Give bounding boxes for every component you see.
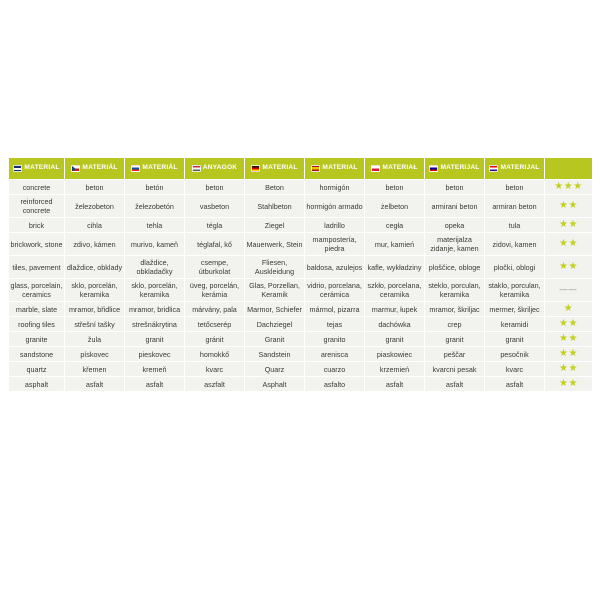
rating-cell bbox=[545, 377, 593, 392]
table-cell: Fliesen, Auskleidung bbox=[245, 256, 305, 279]
star-icon: ★ bbox=[559, 238, 569, 249]
flag-icon-es bbox=[311, 165, 320, 172]
flag-icon-hr bbox=[489, 165, 498, 172]
table-cell: mramor, bridlica bbox=[125, 302, 185, 317]
table-cell: quartz bbox=[9, 362, 65, 377]
table-cell: opeka bbox=[425, 218, 485, 233]
table-cell: aszfalt bbox=[185, 377, 245, 392]
table-cell: dlaždice, obkladačky bbox=[125, 256, 185, 279]
table-cell: asfalt bbox=[425, 377, 485, 392]
table-cell: kremeň bbox=[125, 362, 185, 377]
table-cell: ladrillo bbox=[305, 218, 365, 233]
column-header-en bbox=[9, 158, 65, 180]
table-cell: střešní tašky bbox=[65, 317, 125, 332]
column-header-label: MATERIJAL bbox=[440, 164, 480, 172]
table-cell: staklo, porculan, keramika bbox=[485, 279, 545, 302]
table-cell: homokkő bbox=[185, 347, 245, 362]
table-row bbox=[9, 347, 593, 362]
star-icon: ★ bbox=[568, 238, 578, 249]
flag-icon-si bbox=[429, 165, 438, 172]
table-cell: steklo, porculan, keramika bbox=[425, 279, 485, 302]
star-icon: ★ bbox=[568, 200, 578, 211]
table-cell: pločki, oblogi bbox=[485, 256, 545, 279]
rating-cell bbox=[545, 302, 593, 317]
table-cell: Ziegel bbox=[245, 218, 305, 233]
star-icon: ★ bbox=[568, 363, 578, 374]
table-cell: asfalt bbox=[365, 377, 425, 392]
table-cell: Dachziegel bbox=[245, 317, 305, 332]
table-cell: beton bbox=[65, 180, 125, 195]
star-icon: ★ bbox=[568, 261, 578, 272]
table-cell: keramidi bbox=[485, 317, 545, 332]
table-cell: Granit bbox=[245, 332, 305, 347]
table-cell: baldosa, azulejos bbox=[305, 256, 365, 279]
table-row bbox=[9, 279, 593, 302]
table-cell: kvarc bbox=[185, 362, 245, 377]
table-cell: glass, porcelain, ceramics bbox=[9, 279, 65, 302]
star-icon: ★ bbox=[563, 303, 574, 314]
star-icon: ★ bbox=[554, 181, 564, 192]
column-header-label: MATERIÁL bbox=[82, 164, 118, 172]
table-cell: beton bbox=[425, 180, 485, 195]
column-header-label: MATERIAL bbox=[24, 164, 60, 172]
rating-cell bbox=[545, 279, 593, 302]
column-header-sk bbox=[125, 158, 185, 180]
table-cell: Marmor, Schiefer bbox=[245, 302, 305, 317]
table-cell: Beton bbox=[245, 180, 305, 195]
table-cell: cihla bbox=[65, 218, 125, 233]
table-cell: mármol, pizarra bbox=[305, 302, 365, 317]
table-row bbox=[9, 317, 593, 332]
table-cell: Quarz bbox=[245, 362, 305, 377]
table-cell: beton bbox=[485, 180, 545, 195]
column-header-label: ANYAGOK bbox=[202, 164, 238, 172]
table-cell: granit bbox=[365, 332, 425, 347]
table-cell: křemen bbox=[65, 362, 125, 377]
column-header-hr bbox=[485, 158, 545, 180]
column-header-label: MATERIAL bbox=[322, 164, 358, 172]
table-cell: materijalza zidanje, kamen bbox=[425, 233, 485, 256]
table-cell: piaskowiec bbox=[365, 347, 425, 362]
table-cell: tejas bbox=[305, 317, 365, 332]
table-cell: márvány, pala bbox=[185, 302, 245, 317]
column-header-si bbox=[425, 158, 485, 180]
table-cell: Mauerwerk, Stein bbox=[245, 233, 305, 256]
table-body bbox=[9, 180, 593, 392]
table-header-row bbox=[9, 158, 593, 180]
rating-cell bbox=[545, 362, 593, 377]
table-cell: Asphalt bbox=[245, 377, 305, 392]
table-cell: tiles, pavement bbox=[9, 256, 65, 279]
flag-icon-de bbox=[251, 165, 260, 172]
column-header-es bbox=[305, 158, 365, 180]
table-cell: tégla bbox=[185, 218, 245, 233]
column-header-label: MATERIÁL bbox=[142, 164, 178, 172]
table-cell: pesočnik bbox=[485, 347, 545, 362]
table-cell: zidovi, kamen bbox=[485, 233, 545, 256]
table-cell: üveg, porcelán, kerámia bbox=[185, 279, 245, 302]
table-cell: murivo, kameň bbox=[125, 233, 185, 256]
table-cell: asfalt bbox=[485, 377, 545, 392]
table-cell: mramor, škriljac bbox=[425, 302, 485, 317]
table-cell: hormigón bbox=[305, 180, 365, 195]
table-cell: vasbeton bbox=[185, 195, 245, 218]
table-cell: ploščice, obloge bbox=[425, 256, 485, 279]
table-cell: pieskovec bbox=[125, 347, 185, 362]
table-cell: cegła bbox=[365, 218, 425, 233]
table-cell: železobetón bbox=[125, 195, 185, 218]
table-cell: betón bbox=[125, 180, 185, 195]
rating-cell bbox=[545, 347, 593, 362]
rating-cell bbox=[545, 233, 593, 256]
column-header-cz bbox=[65, 158, 125, 180]
table-cell: cuarzo bbox=[305, 362, 365, 377]
table-cell: armiran beton bbox=[485, 195, 545, 218]
table-cell: gránit bbox=[185, 332, 245, 347]
table-cell: téglafal, kő bbox=[185, 233, 245, 256]
table-cell: kvarc bbox=[485, 362, 545, 377]
column-header-rating bbox=[545, 158, 593, 180]
table-cell: zdivo, kámen bbox=[65, 233, 125, 256]
table-row bbox=[9, 180, 593, 195]
table-cell: vidrio, porcelana, cerámica bbox=[305, 279, 365, 302]
table-cell: Stahlbeton bbox=[245, 195, 305, 218]
table-cell: pískovec bbox=[65, 347, 125, 362]
table-cell: hormigón armado bbox=[305, 195, 365, 218]
star-icon: ★ bbox=[568, 318, 578, 329]
table-cell: peščar bbox=[425, 347, 485, 362]
table-cell: sandstone bbox=[9, 347, 65, 362]
flag-icon-sk bbox=[131, 165, 140, 172]
material-translation-table bbox=[8, 157, 593, 392]
table-cell: mermer, škriljec bbox=[485, 302, 545, 317]
rating-cell bbox=[545, 256, 593, 279]
table-row bbox=[9, 256, 593, 279]
table-cell: sklo, porcelán, keramika bbox=[65, 279, 125, 302]
material-table-container bbox=[8, 157, 592, 392]
table-cell: mampostería, piedra bbox=[305, 233, 365, 256]
rating-cell bbox=[545, 218, 593, 233]
column-header-label: MATERIAŁ bbox=[382, 164, 418, 172]
column-header-label: MATERIAL bbox=[262, 164, 298, 172]
table-cell: Sandstein bbox=[245, 347, 305, 362]
table-cell: granito bbox=[305, 332, 365, 347]
star-icon: ★ bbox=[559, 261, 569, 272]
table-cell: marmur, łupek bbox=[365, 302, 425, 317]
rating-cell bbox=[545, 332, 593, 347]
table-row bbox=[9, 218, 593, 233]
table-cell: mramor, břidlice bbox=[65, 302, 125, 317]
table-cell: beton bbox=[185, 180, 245, 195]
flag-icon-cz bbox=[71, 165, 80, 172]
table-cell: asfalto bbox=[305, 377, 365, 392]
table-cell: brick bbox=[9, 218, 65, 233]
table-cell: tetőcserép bbox=[185, 317, 245, 332]
table-cell: szkło, porcelana, ceramika bbox=[365, 279, 425, 302]
column-header-de bbox=[245, 158, 305, 180]
column-header-pl bbox=[365, 158, 425, 180]
star-icon: ★ bbox=[559, 363, 569, 374]
table-cell: granit bbox=[485, 332, 545, 347]
star-icon: ★ bbox=[559, 318, 569, 329]
table-row bbox=[9, 302, 593, 317]
table-cell: roofing tiles bbox=[9, 317, 65, 332]
table-cell: marble, slate bbox=[9, 302, 65, 317]
table-cell: krzemień bbox=[365, 362, 425, 377]
column-header-label: MATERIJAL bbox=[500, 164, 540, 172]
table-cell: sklo, porcelán, keramika bbox=[125, 279, 185, 302]
star-icon: ★ bbox=[559, 348, 569, 359]
star-icon: ★ bbox=[573, 181, 583, 192]
table-cell: asfalt bbox=[125, 377, 185, 392]
table-cell: strešnákrytina bbox=[125, 317, 185, 332]
column-header-hu bbox=[185, 158, 245, 180]
table-row bbox=[9, 233, 593, 256]
flag-icon-hu bbox=[192, 165, 201, 172]
table-cell: mur, kamień bbox=[365, 233, 425, 256]
table-cell: žula bbox=[65, 332, 125, 347]
table-cell: arenisca bbox=[305, 347, 365, 362]
table-cell: kvarcni pesak bbox=[425, 362, 485, 377]
table-cell: granite bbox=[9, 332, 65, 347]
table-cell: csempe, útburkolat bbox=[185, 256, 245, 279]
table-cell: armirani beton bbox=[425, 195, 485, 218]
table-cell: kafle, wykładziny bbox=[365, 256, 425, 279]
star-icon: ★ bbox=[568, 333, 578, 344]
table-cell: crep bbox=[425, 317, 485, 332]
table-row bbox=[9, 377, 593, 392]
table-cell: concrete bbox=[9, 180, 65, 195]
rating-cell bbox=[545, 195, 593, 218]
table-cell: granit bbox=[425, 332, 485, 347]
star-icon: ★ bbox=[563, 181, 574, 192]
table-cell: Glas, Porzellan, Keramik bbox=[245, 279, 305, 302]
table-cell: dlaždice, obklady bbox=[65, 256, 125, 279]
star-icon: ★ bbox=[559, 333, 569, 344]
table-cell: tula bbox=[485, 218, 545, 233]
table-cell: reinforced concrete bbox=[9, 195, 65, 218]
no-rating-dash: —— bbox=[559, 285, 578, 294]
table-cell: tehla bbox=[125, 218, 185, 233]
table-row bbox=[9, 332, 593, 347]
table-cell: granit bbox=[125, 332, 185, 347]
table-cell: żelbeton bbox=[365, 195, 425, 218]
rating-cell bbox=[545, 317, 593, 332]
table-row bbox=[9, 195, 593, 218]
table-row bbox=[9, 362, 593, 377]
star-icon: ★ bbox=[568, 378, 578, 389]
table-cell: dachówka bbox=[365, 317, 425, 332]
table-cell: asphalt bbox=[9, 377, 65, 392]
star-icon: ★ bbox=[568, 219, 578, 230]
flag-icon-pl bbox=[371, 165, 380, 172]
flag-icon-en bbox=[13, 165, 22, 172]
star-icon: ★ bbox=[559, 378, 569, 389]
table-cell: brickwork, stone bbox=[9, 233, 65, 256]
star-icon: ★ bbox=[559, 219, 569, 230]
star-icon: ★ bbox=[568, 348, 578, 359]
star-icon: ★ bbox=[559, 200, 569, 211]
rating-cell bbox=[545, 180, 593, 195]
table-cell: železobeton bbox=[65, 195, 125, 218]
table-cell: asfalt bbox=[65, 377, 125, 392]
table-cell: beton bbox=[365, 180, 425, 195]
